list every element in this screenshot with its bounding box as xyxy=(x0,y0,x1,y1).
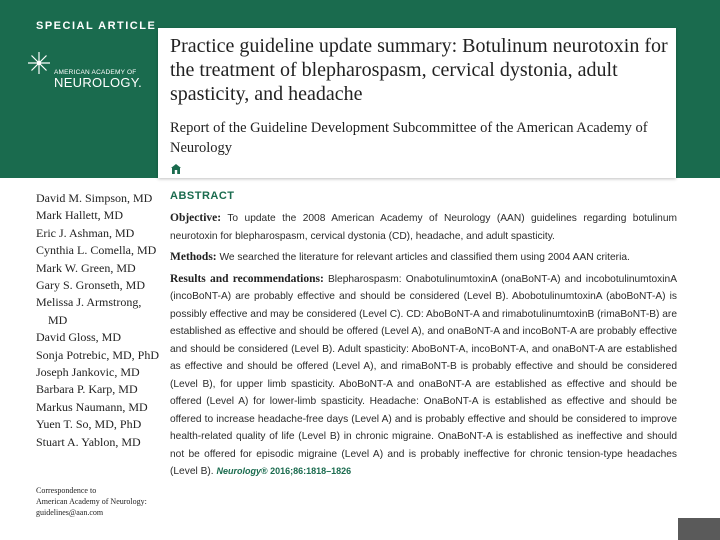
correspondence-email[interactable]: guidelines@aan.com xyxy=(36,508,104,517)
section-label: SPECIAL ARTICLE xyxy=(36,20,157,32)
author-list xyxy=(36,190,160,451)
title-card xyxy=(158,28,676,178)
author-name: Barbara P. Karp, MD xyxy=(36,382,138,397)
author-name: Mark W. Green, MD xyxy=(36,260,136,275)
author-name: Yuen T. So, MD, PhD xyxy=(36,417,142,432)
results-text: Blepharospasm: OnabotulinumtoxinA (onaBoNT-A) and incobotulinumtoxinA (incoBoNT-A) are probably effective and should be considered (Level B). AbobotulinumtoxinA (aboBoNT-A) is possibly effective and may be considered (Level C). CD: AboBoNT-A and rimabotulinumtoxinB (rimaBoNT-B) are established as effective and should be offered (Level A), and onaBoNT-A and incoBoNT-A are probably effective and should be considered (Level B). Adult spasticity: AboBoNT-A, incoBoNT-A, and onaBoNT-A are established as effective and should be offered (Level A), and rimaBoNT-B is probably effective and should be considered (Level B), for upper limb spasticity. AboBoNT-A and onaBoNT-A are established as effective and should be offered (Level A) for lower-limb spasticity. Headache: OnaBoNT-A is established as effective and should be offered to increase headache-free days (Level A) and is probably effective and should be considered to improve health-related quality of life (Level B) in chronic migraine. OnaBoNT-A is established as ineffective and should not be offered for episodic migraine (Level A) and is probably ineffective for chronic tension-type headaches (Level B). xyxy=(170,273,677,477)
aan-logo xyxy=(28,50,158,100)
results-label: Results and recommendations: xyxy=(170,272,324,285)
methods-text: We searched the literature for relevant articles and classified them using 2004 AAN criteria. xyxy=(219,252,630,263)
author-name: Gary S. Gronseth, MD xyxy=(36,278,145,293)
citation[interactable]: Neurology® 2016;86:1818–1826 xyxy=(216,466,352,476)
author-name: David Gloss, MD xyxy=(36,330,122,345)
correspondence-org: American Academy of Neurology: xyxy=(36,497,147,506)
article-title: Practice guideline update summary: Botulinum neurotoxin for the treatment of blepharospasm, cervical dystonia, adult spasticity, and headache xyxy=(170,35,668,105)
author-name: Cynthia L. Comella, MD xyxy=(36,243,157,258)
logo-text-bottom: NEUROLOGY. xyxy=(54,75,143,90)
author-name: Stuart A. Yablon, MD xyxy=(36,434,141,449)
objective-label: Objective: xyxy=(170,212,222,224)
abstract-heading: ABSTRACT xyxy=(170,190,235,202)
author-name: Mark Hallett, MD xyxy=(36,208,123,223)
corner-tab xyxy=(678,518,720,540)
logo-text-top: AMERICAN ACADEMY OF xyxy=(54,69,137,76)
methods-label: Methods: xyxy=(170,251,217,263)
correspondence-label: Correspondence to xyxy=(36,486,97,495)
author-name: Sonja Potrebic, MD, PhD xyxy=(36,347,159,362)
author-name: Eric J. Ashman, MD xyxy=(36,225,135,240)
correspondence xyxy=(36,485,160,518)
author-name: David M. Simpson, MD xyxy=(36,191,153,205)
access-icon xyxy=(170,163,182,175)
author-name: Markus Naumann, MD xyxy=(36,399,148,414)
abstract-body xyxy=(170,210,677,485)
starburst-icon xyxy=(28,52,50,74)
results-paragraph xyxy=(170,271,677,481)
citation-journal: Neurology xyxy=(216,466,261,476)
methods-paragraph xyxy=(170,249,677,267)
objective-paragraph xyxy=(170,210,677,245)
author-name: MD xyxy=(48,312,68,327)
article-subtitle: Report of the Guideline Development Subcommittee of the American Academy of Neurology xyxy=(170,120,648,156)
citation-details: 2016;86:1818–1826 xyxy=(270,466,352,476)
author-name: Melissa J. Armstrong, xyxy=(36,295,142,310)
objective-text: To update the 2008 American Academy of Neurology (AAN) guidelines regarding botulinum neurotoxin for blepharospasm, cervical dystonia (CD), headache, and adult spasticity. xyxy=(170,213,677,242)
author-name: Joseph Jankovic, MD xyxy=(36,365,140,380)
